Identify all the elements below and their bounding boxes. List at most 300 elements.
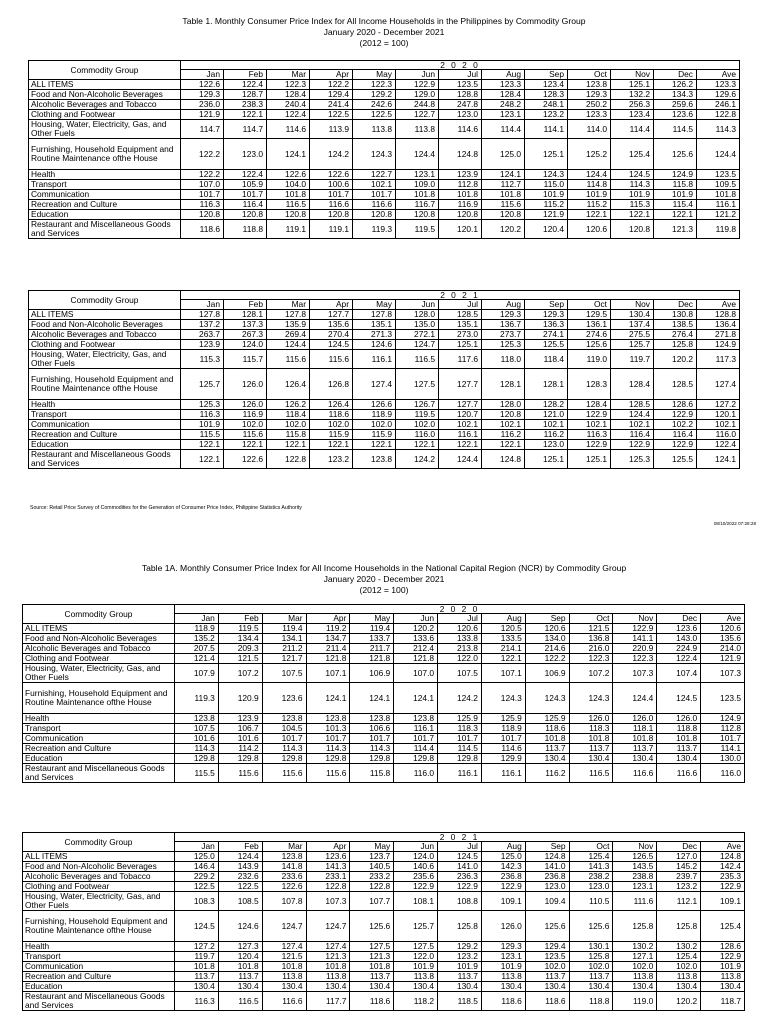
cpi-value-cell: 273.7 — [482, 330, 525, 340]
cpi-value-cell: 120.8 — [396, 210, 439, 220]
cpi-value-cell: 128.4 — [267, 90, 310, 100]
cpi-value-cell: 124.7 — [262, 911, 306, 942]
cpi-value-cell: 122.1 — [310, 440, 353, 450]
commodity-label: Recreation and Culture — [23, 744, 175, 754]
cpi-value-cell: 124.3 — [525, 683, 569, 714]
cpi-value-cell: 120.8 — [482, 210, 525, 220]
commodity-label: ALL ITEMS — [23, 852, 175, 862]
cpi-value-cell: 122.2 — [525, 654, 569, 664]
cpi-value-cell: 125.4 — [569, 852, 613, 862]
cpi-value-cell: 267.3 — [224, 330, 267, 340]
cpi-value-cell: 125.7 — [394, 911, 438, 942]
cpi-value-cell: 120.2 — [657, 992, 701, 1011]
cpi-value-cell: 101.7 — [310, 190, 353, 200]
table-row — [23, 911, 745, 942]
cpi-value-cell: 136.8 — [569, 634, 613, 644]
table-row — [23, 634, 745, 644]
cpi-value-cell: 115.6 — [267, 350, 310, 369]
table-row — [29, 410, 740, 420]
table-row — [29, 180, 740, 190]
cpi-value-cell: 115.6 — [262, 764, 306, 783]
cpi-value-cell: 118.3 — [438, 724, 482, 734]
cpi-value-cell: 102.0 — [569, 962, 613, 972]
cpi-value-cell: 115.5 — [175, 764, 219, 783]
month-header: Mar — [262, 842, 306, 852]
cpi-value-cell: 123.8 — [394, 714, 438, 724]
cpi-value-cell: 114.3 — [350, 744, 394, 754]
cpi-value-cell: 107.4 — [657, 664, 701, 683]
commodity-label: Alcoholic Beverages and Tobacco — [29, 100, 181, 110]
commodity-label: ALL ITEMS — [29, 310, 181, 320]
cpi-value-cell: 119.4 — [350, 624, 394, 634]
cpi-value-cell: 119.8 — [697, 220, 740, 239]
cpi-value-cell: 125.4 — [611, 139, 654, 170]
cpi-value-cell: 127.5 — [350, 942, 394, 952]
cpi-value-cell: 116.3 — [181, 410, 224, 420]
cpi-value-cell: 124.1 — [267, 139, 310, 170]
cpi-value-cell: 128.4 — [611, 369, 654, 400]
cpi-value-cell: 129.5 — [568, 310, 611, 320]
cpi-value-cell: 135.9 — [267, 320, 310, 330]
table-row — [29, 210, 740, 220]
cpi-value-cell: 101.9 — [481, 962, 525, 972]
table-row — [29, 200, 740, 210]
table-row — [23, 754, 745, 764]
cpi-value-cell: 126.4 — [267, 369, 310, 400]
cpi-value-cell: 121.2 — [697, 210, 740, 220]
commodity-label: Alcoholic Beverages and Tobacco — [23, 644, 175, 654]
cpi-value-cell: 117.3 — [697, 350, 740, 369]
cpi-value-cell: 102.0 — [310, 420, 353, 430]
cpi-value-cell: 115.2 — [568, 200, 611, 210]
cpi-value-cell: 112.8 — [701, 724, 745, 734]
cpi-value-cell: 256.3 — [611, 100, 654, 110]
cpi-value-cell: 122.5 — [218, 882, 262, 892]
cpi-value-cell: 101.7 — [353, 190, 396, 200]
cpi-value-cell: 116.2 — [525, 430, 568, 440]
cpi-value-cell: 129.3 — [482, 310, 525, 320]
cpi-value-cell: 119.3 — [353, 220, 396, 239]
cpi-value-cell: 122.6 — [267, 170, 310, 180]
cpi-value-cell: 116.5 — [396, 350, 439, 369]
cpi-value-cell: 238.2 — [569, 872, 613, 882]
cpi-value-cell: 120.2 — [394, 624, 438, 634]
cpi-value-cell: 114.3 — [306, 744, 350, 754]
cpi-value-cell: 113.9 — [310, 120, 353, 139]
cpi-value-cell: 211.2 — [262, 644, 306, 654]
cpi-value-cell: 101.8 — [569, 734, 613, 744]
cpi-value-cell: 122.9 — [394, 882, 438, 892]
commodity-label: Communication — [29, 190, 181, 200]
cpi-value-cell: 101.7 — [394, 734, 438, 744]
month-header: Jul — [439, 300, 482, 310]
cpi-value-cell: 113.8 — [262, 972, 306, 982]
cpi-value-cell: 127.7 — [310, 310, 353, 320]
cpi-value-cell: 124.4 — [611, 410, 654, 420]
cpi-value-cell: 121.8 — [394, 654, 438, 664]
cpi-value-cell: 120.6 — [568, 220, 611, 239]
cpi-value-cell: 113.8 — [396, 120, 439, 139]
commodity-label: Restaurant and Miscellaneous Goods and Services — [29, 220, 181, 239]
cpi-value-cell: 130.2 — [613, 942, 657, 952]
month-header: Oct — [568, 300, 611, 310]
month-header: May — [350, 842, 394, 852]
month-header: Feb — [218, 842, 262, 852]
cpi-value-cell: 122.2 — [181, 170, 224, 180]
cpi-value-cell: 115.5 — [181, 430, 224, 440]
cpi-value-cell: 123.0 — [525, 882, 569, 892]
table1a-title-block — [0, 563, 768, 596]
cpi-value-cell: 129.4 — [310, 90, 353, 100]
cpi-value-cell: 120.5 — [481, 624, 525, 634]
cpi-value-cell: 137.4 — [611, 320, 654, 330]
cpi-value-cell: 116.5 — [218, 992, 262, 1011]
cpi-value-cell: 120.8 — [482, 410, 525, 420]
cpi-value-cell: 123.8 — [306, 714, 350, 724]
cpi-value-cell: 130.4 — [306, 982, 350, 992]
cpi-value-cell: 116.4 — [654, 430, 697, 440]
table-row — [29, 139, 740, 170]
cpi-value-cell: 125.9 — [481, 714, 525, 724]
cpi-value-cell: 124.1 — [482, 170, 525, 180]
cpi-value-cell: 121.3 — [654, 220, 697, 239]
cpi-value-cell: 124.8 — [482, 450, 525, 469]
cpi-value-cell: 118.7 — [701, 992, 745, 1011]
cpi-value-cell: 101.8 — [482, 190, 525, 200]
cpi-value-cell: 214.1 — [481, 644, 525, 654]
table-row — [23, 654, 745, 664]
cpi-value-cell: 124.1 — [697, 450, 740, 469]
cpi-value-cell: 127.3 — [218, 942, 262, 952]
cpi-value-cell: 124.5 — [438, 852, 482, 862]
cpi-value-cell: 123.3 — [697, 80, 740, 90]
cpi-value-cell: 263.7 — [181, 330, 224, 340]
cpi-value-cell: 116.7 — [396, 200, 439, 210]
cpi-value-cell: 108.3 — [175, 892, 219, 911]
cpi-value-cell: 102.0 — [267, 420, 310, 430]
cpi-value-cell: 122.8 — [697, 110, 740, 120]
cpi-value-cell: 128.1 — [224, 310, 267, 320]
table-row — [29, 190, 740, 200]
commodity-label: Education — [29, 210, 181, 220]
month-header: Oct — [568, 70, 611, 80]
cpi-value-cell: 115.6 — [482, 200, 525, 210]
cpi-value-cell: 114.4 — [394, 744, 438, 754]
cpi-value-cell: 123.8 — [262, 714, 306, 724]
cpi-value-cell: 124.5 — [175, 911, 219, 942]
commodity-label: Recreation and Culture — [29, 430, 181, 440]
cpi-value-cell: 125.7 — [181, 369, 224, 400]
cpi-value-cell: 128.0 — [482, 400, 525, 410]
year-header: 2 0 2 1 — [181, 291, 740, 300]
commodity-label: Food and Non-Alcoholic Beverages — [29, 90, 181, 100]
cpi-value-cell: 124.6 — [353, 340, 396, 350]
cpi-value-cell: 141.0 — [525, 862, 569, 872]
cpi-value-cell: 122.6 — [181, 80, 224, 90]
cpi-value-cell: 128.8 — [439, 90, 482, 100]
cpi-value-cell: 121.9 — [525, 210, 568, 220]
cpi-value-cell: 130.4 — [350, 982, 394, 992]
cpi-value-cell: 119.3 — [175, 683, 219, 714]
cpi-value-cell: 129.8 — [306, 754, 350, 764]
cpi-value-cell: 134.4 — [218, 634, 262, 644]
cpi-value-cell: 130.4 — [701, 982, 745, 992]
cpi-value-cell: 124.7 — [306, 911, 350, 942]
cpi-value-cell: 123.0 — [525, 440, 568, 450]
cpi-value-cell: 125.6 — [568, 340, 611, 350]
cpi-value-cell: 122.9 — [701, 952, 745, 962]
cpi-value-cell: 101.8 — [525, 734, 569, 744]
cpi-value-cell: 123.6 — [657, 624, 701, 634]
cpi-value-cell: 102.0 — [657, 962, 701, 972]
cpi-value-cell: 124.4 — [267, 340, 310, 350]
cpi-value-cell: 128.5 — [654, 369, 697, 400]
commodity-label: Food and Non-Alcoholic Beverages — [23, 862, 175, 872]
month-header: Mar — [267, 70, 310, 80]
cpi-value-cell: 121.7 — [262, 654, 306, 664]
cpi-value-cell: 114.5 — [654, 120, 697, 139]
cpi-value-cell: 110.5 — [569, 892, 613, 911]
table-row — [23, 744, 745, 754]
cpi-value-cell: 123.9 — [439, 170, 482, 180]
cpi-value-cell: 122.5 — [310, 110, 353, 120]
cpi-value-cell: 124.3 — [569, 683, 613, 714]
commodity-label: Education — [23, 754, 175, 764]
cpi-value-cell: 107.3 — [306, 892, 350, 911]
cpi-value-cell: 122.6 — [310, 170, 353, 180]
table1-2020 — [28, 60, 740, 239]
cpi-value-cell: 129.8 — [438, 754, 482, 764]
cpi-value-cell: 125.0 — [481, 852, 525, 862]
cpi-value-cell: 124.9 — [701, 714, 745, 724]
cpi-value-cell: 123.2 — [438, 952, 482, 962]
cpi-value-cell: 125.4 — [701, 911, 745, 942]
table-row — [29, 110, 740, 120]
table1-title-block — [0, 16, 768, 49]
table-row — [29, 310, 740, 320]
cpi-value-cell: 126.2 — [267, 400, 310, 410]
table-row — [29, 220, 740, 239]
cpi-value-cell: 122.9 — [654, 410, 697, 420]
cpi-value-cell: 126.4 — [310, 400, 353, 410]
cpi-value-cell: 101.8 — [613, 734, 657, 744]
table1a-title: Table 1A. Monthly Consumer Price Index for All Income Households in the National Capital Region (NCR) by Commodity Group — [141, 563, 627, 573]
commodity-label: Furnishing, Household Equipment and Routine Maintenance ofthe House — [29, 369, 181, 400]
month-header: Nov — [611, 300, 654, 310]
cpi-value-cell: 123.4 — [525, 80, 568, 90]
cpi-value-cell: 124.5 — [657, 683, 701, 714]
cpi-value-cell: 118.6 — [310, 410, 353, 420]
cpi-value-cell: 127.4 — [697, 369, 740, 400]
cpi-value-cell: 122.9 — [396, 80, 439, 90]
cpi-value-cell: 113.7 — [350, 972, 394, 982]
cpi-value-cell: 101.7 — [262, 734, 306, 744]
cpi-value-cell: 122.1 — [396, 440, 439, 450]
cpi-value-cell: 113.7 — [569, 744, 613, 754]
cpi-value-cell: 127.4 — [353, 369, 396, 400]
cpi-value-cell: 133.7 — [350, 634, 394, 644]
cpi-value-cell: 101.9 — [394, 962, 438, 972]
cpi-value-cell: 128.0 — [396, 310, 439, 320]
cpi-value-cell: 111.6 — [613, 892, 657, 911]
cpi-value-cell: 116.0 — [701, 764, 745, 783]
cpi-value-cell: 276.4 — [654, 330, 697, 340]
cpi-value-cell: 121.5 — [218, 654, 262, 664]
cpi-value-cell: 101.7 — [224, 190, 267, 200]
cpi-value-cell: 102.0 — [224, 420, 267, 430]
cpi-value-cell: 107.2 — [218, 664, 262, 683]
cpi-value-cell: 124.9 — [654, 170, 697, 180]
cpi-value-cell: 211.7 — [350, 644, 394, 654]
cpi-value-cell: 118.6 — [350, 992, 394, 1011]
cpi-value-cell: 117.6 — [439, 350, 482, 369]
cpi-value-cell: 135.6 — [701, 634, 745, 644]
cpi-value-cell: 130.4 — [657, 754, 701, 764]
cpi-value-cell: 140.6 — [394, 862, 438, 872]
commodity-label: Alcoholic Beverages and Tobacco — [29, 330, 181, 340]
table1-source: Source: Retail Price Survey of Commodities for the Generation of Consumer Price Index, Philippine Statistics Authority — [30, 505, 302, 511]
table-row — [29, 350, 740, 369]
cpi-value-cell: 123.5 — [701, 683, 745, 714]
cpi-value-cell: 133.6 — [394, 634, 438, 644]
cpi-value-cell: 120.4 — [525, 220, 568, 239]
commodity-label: Communication — [23, 734, 175, 744]
cpi-value-cell: 100.6 — [310, 180, 353, 190]
cpi-value-cell: 116.3 — [175, 992, 219, 1011]
cpi-value-cell: 101.8 — [306, 962, 350, 972]
cpi-value-cell: 128.6 — [701, 942, 745, 952]
cpi-value-cell: 130.4 — [611, 310, 654, 320]
table-row — [29, 90, 740, 100]
cpi-value-cell: 122.3 — [267, 80, 310, 90]
cpi-value-cell: 121.4 — [175, 654, 219, 664]
cpi-value-cell: 124.8 — [525, 852, 569, 862]
cpi-value-cell: 114.0 — [568, 120, 611, 139]
cpi-value-cell: 102.1 — [697, 420, 740, 430]
cpi-value-cell: 113.7 — [525, 972, 569, 982]
cpi-value-cell: 124.3 — [481, 683, 525, 714]
cpi-value-cell: 115.6 — [218, 764, 262, 783]
cpi-value-cell: 124.1 — [350, 683, 394, 714]
table-row — [23, 644, 745, 654]
cpi-value-cell: 126.0 — [224, 400, 267, 410]
cpi-value-cell: 122.8 — [350, 882, 394, 892]
cpi-value-cell: 116.1 — [439, 430, 482, 440]
cpi-value-cell: 113.7 — [175, 972, 219, 982]
cpi-value-cell: 116.0 — [697, 430, 740, 440]
cpi-value-cell: 116.4 — [224, 200, 267, 210]
cpi-value-cell: 125.8 — [657, 911, 701, 942]
month-header: Apr — [306, 842, 350, 852]
cpi-value-cell: 128.8 — [697, 310, 740, 320]
cpi-value-cell: 120.2 — [482, 220, 525, 239]
cpi-value-cell: 130.4 — [218, 982, 262, 992]
cpi-value-cell: 121.3 — [306, 952, 350, 962]
cpi-value-cell: 122.7 — [396, 110, 439, 120]
table1a-2020 — [22, 604, 745, 783]
month-header: Ave — [701, 842, 745, 852]
cpi-value-cell: 130.4 — [394, 982, 438, 992]
cpi-value-cell: 233.1 — [306, 872, 350, 882]
cpi-value-cell: 116.0 — [394, 764, 438, 783]
cpi-value-cell: 129.3 — [181, 90, 224, 100]
commodity-label: Furnishing, Household Equipment and Routine Maintenance ofthe House — [29, 139, 181, 170]
cpi-value-cell: 120.1 — [439, 220, 482, 239]
cpi-value-cell: 123.1 — [396, 170, 439, 180]
cpi-value-cell: 269.4 — [267, 330, 310, 340]
table-row — [23, 982, 745, 992]
table-row — [29, 100, 740, 110]
cpi-value-cell: 126.0 — [657, 714, 701, 724]
cpi-value-cell: 118.1 — [613, 724, 657, 734]
cpi-value-cell: 107.1 — [306, 664, 350, 683]
table1a-2021 — [22, 832, 745, 1011]
cpi-value-cell: 124.4 — [218, 852, 262, 862]
cpi-value-cell: 101.7 — [481, 734, 525, 744]
cpi-value-cell: 127.7 — [439, 369, 482, 400]
cpi-value-cell: 113.8 — [481, 972, 525, 982]
cpi-value-cell: 136.3 — [525, 320, 568, 330]
commodity-label: ALL ITEMS — [29, 80, 181, 90]
cpi-value-cell: 115.9 — [353, 430, 396, 440]
cpi-value-cell: 213.8 — [438, 644, 482, 654]
cpi-value-cell: 124.8 — [701, 852, 745, 862]
cpi-value-cell: 122.4 — [657, 654, 701, 664]
cpi-value-cell: 124.5 — [611, 170, 654, 180]
cpi-value-cell: 118.2 — [394, 992, 438, 1011]
month-header: Ave — [697, 70, 740, 80]
cpi-value-cell: 118.6 — [525, 724, 569, 734]
table-row — [29, 420, 740, 430]
cpi-value-cell: 122.1 — [611, 210, 654, 220]
commodity-label: ALL ITEMS — [23, 624, 175, 634]
cpi-value-cell: 113.8 — [613, 972, 657, 982]
cpi-value-cell: 118.9 — [353, 410, 396, 420]
month-header: Sep — [525, 614, 569, 624]
table-row — [29, 320, 740, 330]
cpi-value-cell: 123.5 — [697, 170, 740, 180]
cpi-value-cell: 116.6 — [353, 200, 396, 210]
cpi-value-cell: 113.7 — [657, 744, 701, 754]
cpi-value-cell: 125.8 — [569, 952, 613, 962]
cpi-value-cell: 122.0 — [438, 654, 482, 664]
month-header: Feb — [224, 300, 267, 310]
cpi-value-cell: 124.3 — [353, 139, 396, 170]
month-header: Jul — [439, 70, 482, 80]
cpi-value-cell: 128.5 — [611, 400, 654, 410]
cpi-value-cell: 122.4 — [224, 170, 267, 180]
month-header: Jan — [175, 842, 219, 852]
month-header: Nov — [611, 70, 654, 80]
cpi-value-cell: 129.3 — [481, 942, 525, 952]
cpi-value-cell: 124.4 — [439, 450, 482, 469]
cpi-value-cell: 120.8 — [224, 210, 267, 220]
cpi-value-cell: 121.3 — [350, 952, 394, 962]
cpi-value-cell: 101.7 — [438, 734, 482, 744]
commodity-label: Recreation and Culture — [23, 972, 175, 982]
cpi-value-cell: 112.1 — [657, 892, 701, 911]
cpi-value-cell: 141.3 — [306, 862, 350, 872]
cpi-value-cell: 122.6 — [224, 450, 267, 469]
cpi-value-cell: 112.7 — [482, 180, 525, 190]
cpi-value-cell: 125.6 — [350, 911, 394, 942]
cpi-value-cell: 115.8 — [350, 764, 394, 783]
cpi-value-cell: 101.9 — [181, 420, 224, 430]
cpi-value-cell: 128.3 — [525, 90, 568, 100]
cpi-value-cell: 101.9 — [611, 190, 654, 200]
cpi-value-cell: 119.5 — [396, 410, 439, 420]
cpi-value-cell: 124.8 — [439, 139, 482, 170]
